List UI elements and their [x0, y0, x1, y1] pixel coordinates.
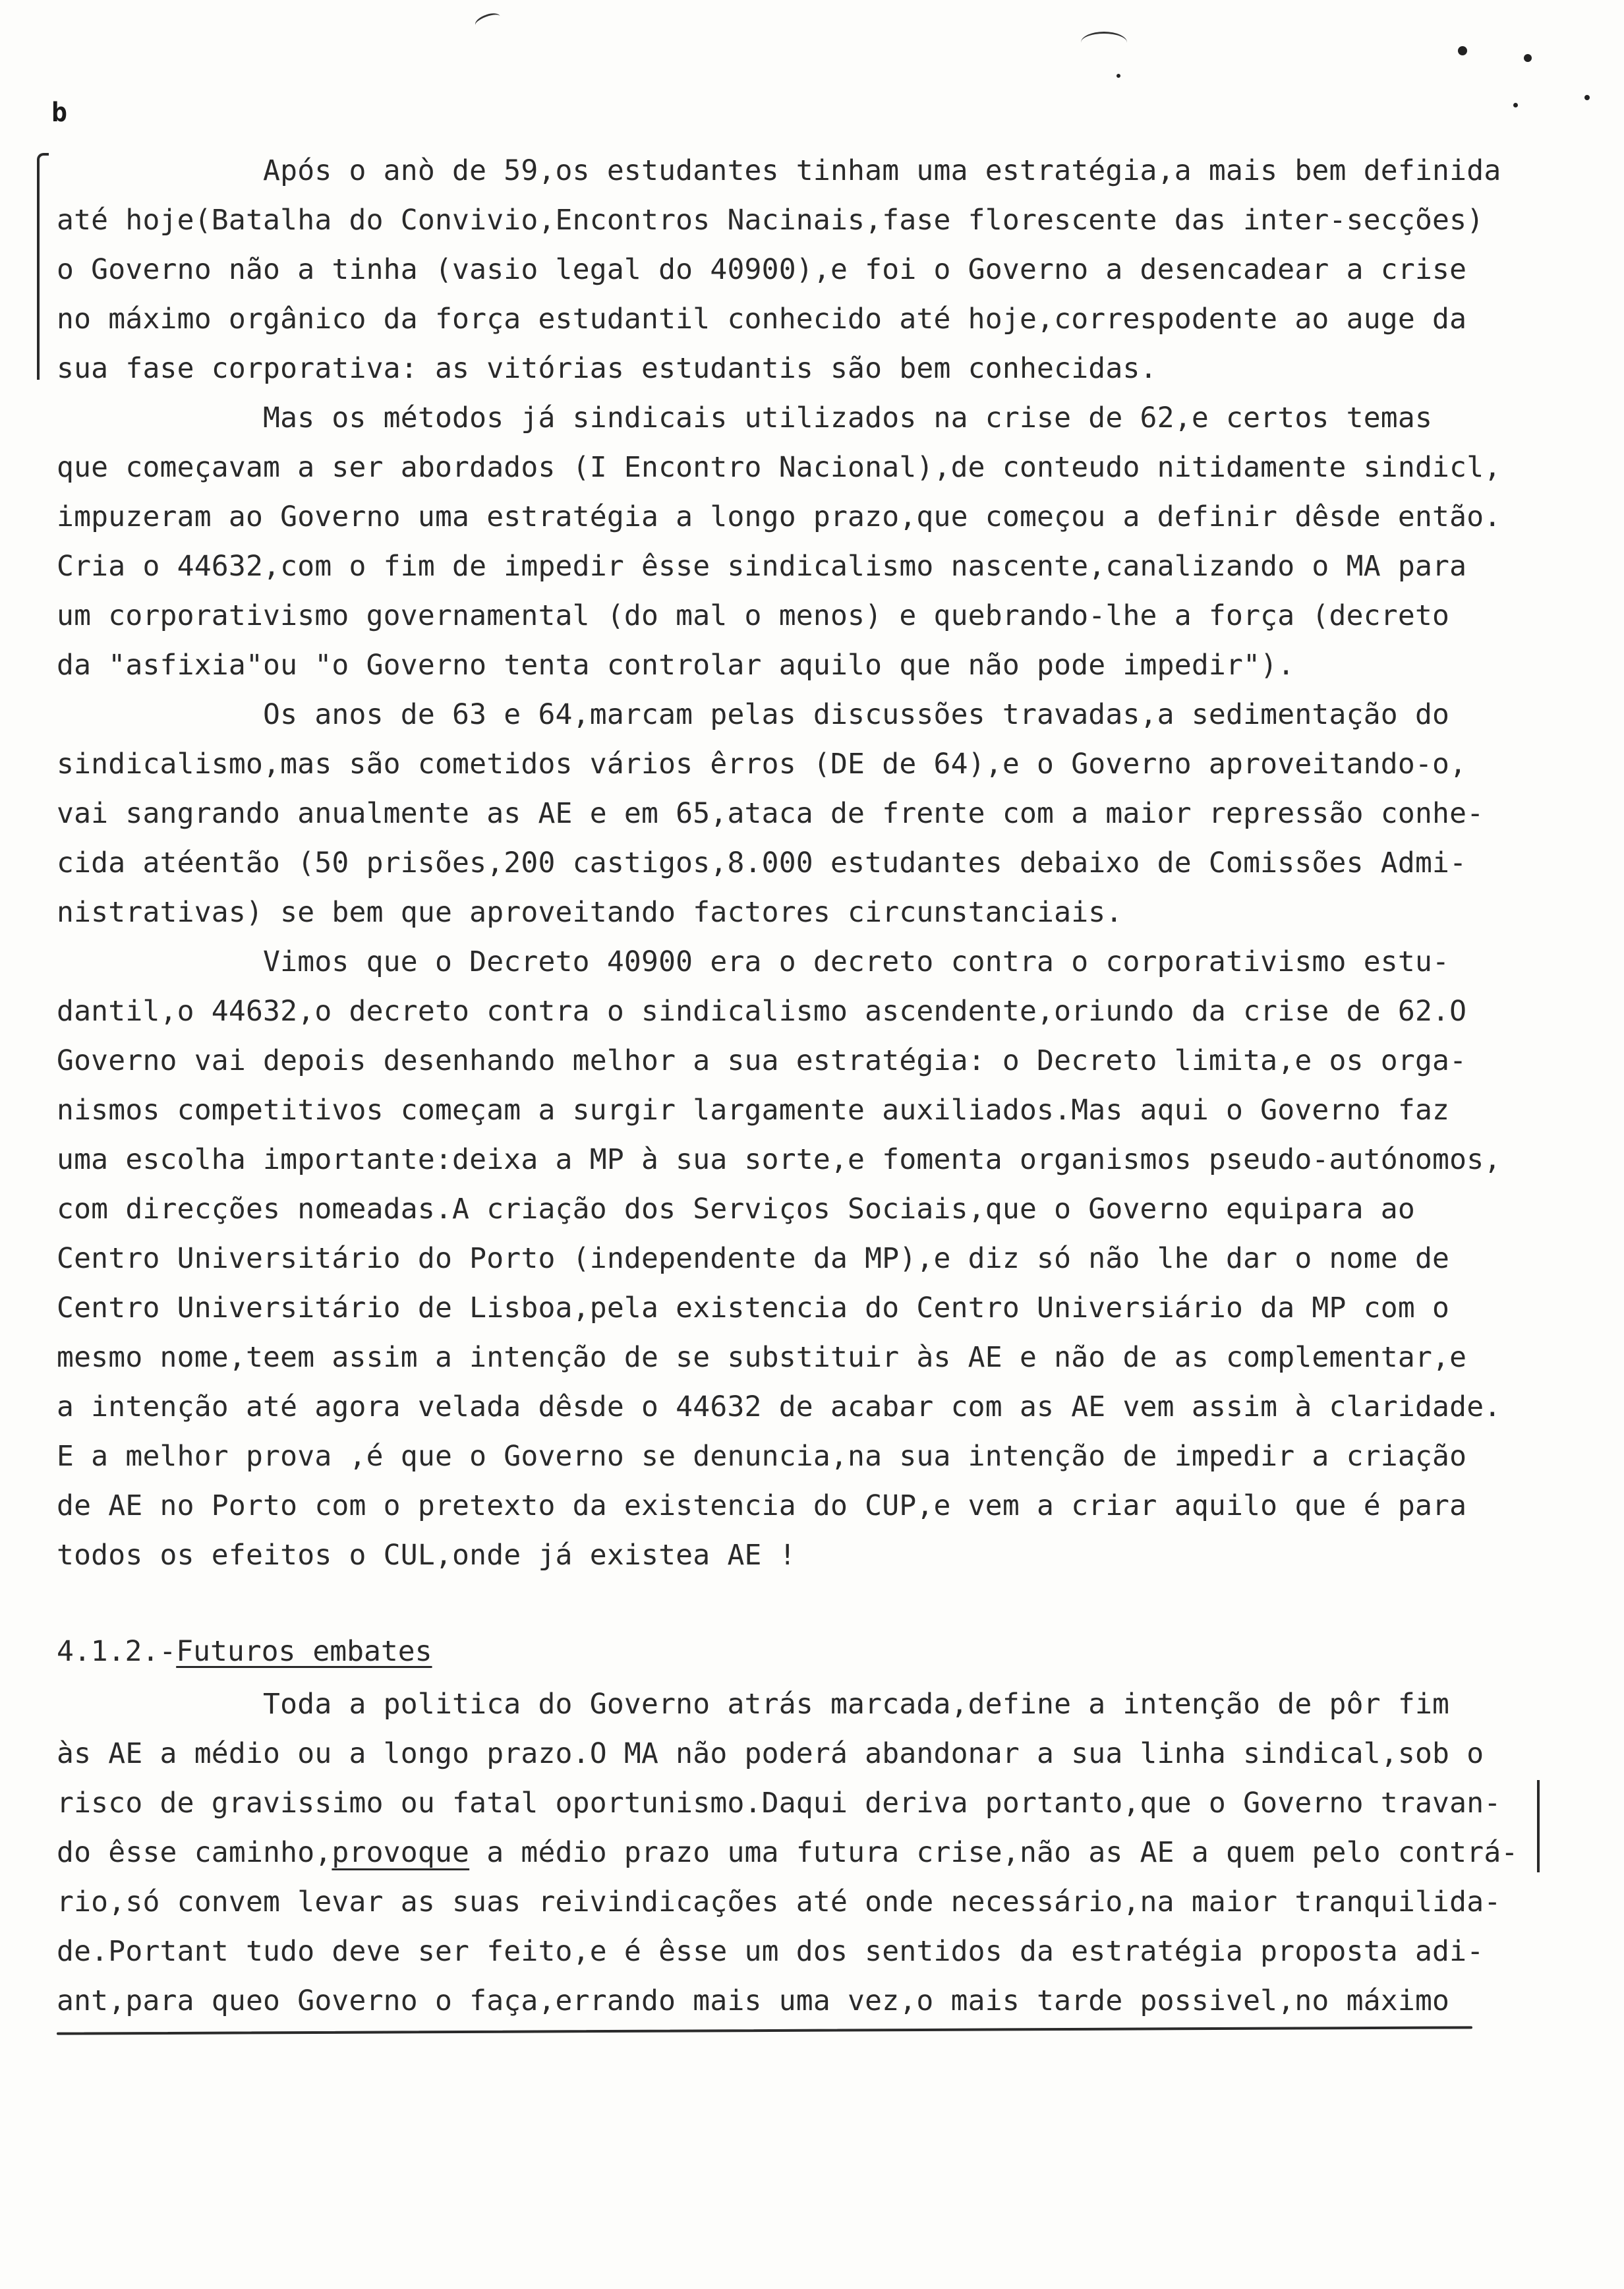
text-line: Mas os métodos já sindicais utilizados na crise de 62,e certos temas [57, 401, 1433, 434]
text-line: Os anos de 63 e 64,marcam pelas discussões travadas,a sedimentação do [57, 698, 1450, 731]
text-line-with-underline [57, 1828, 1533, 1878]
text-line: nismos competitivos começam a surgir largamente auxiliados.Mas aqui o Governo faz [57, 1094, 1450, 1127]
text-line: impuzeram ao Governo uma estratégia a longo prazo,que começou a definir dêsde então. [57, 500, 1501, 533]
scan-speck [1116, 74, 1120, 78]
text-fragment: do êsse caminho, [57, 1836, 332, 1869]
text-line: a intenção até agora velada dêsde o 44632 de acabar com as AE vem assim à claridade. [57, 1390, 1501, 1423]
text-line: mesmo nome,teem assim a intenção de se substituir às AE e não de as complementar,e [57, 1341, 1467, 1374]
section-title: Futuros embates [176, 1635, 432, 1668]
scan-speck [1458, 46, 1467, 55]
page-mark: b [51, 98, 68, 128]
text-line: Cria o 44632,com o fim de impedir êsse sindicalismo nascente,canalizando o MA para [57, 550, 1467, 583]
margin-bracket-left [37, 153, 49, 380]
underlined-word: provoque [332, 1836, 470, 1869]
scan-speck [1524, 54, 1532, 62]
text-line: de AE no Porto com o pretexto da existencia do CUP,e vem a criar aquilo que é para [57, 1489, 1467, 1522]
text-line: dantil,o 44632,o decreto contra o sindicalismo ascendente,oriundo da crise de 62.O [57, 995, 1467, 1028]
text-line: E a melhor prova ,é que o Governo se denuncia,na sua intenção de impedir a criação [57, 1440, 1467, 1473]
text-line: vai sangrando anualmente as AE e em 65,ataca de frente com a maior repressão conhe- [57, 797, 1484, 830]
text-line: Centro Universitário do Porto (independente da MP),e diz só não lhe dar o nome de [57, 1242, 1450, 1275]
paragraph-1 [57, 146, 1533, 1580]
text-line: cida atéentão (50 prisões,200 castigos,8.000 estudantes debaixo de Comissões Admi- [57, 847, 1467, 879]
text-line: risco de gravissimo ou fatal oportunismo.Daqui deriva portanto,que o Governo travan- [57, 1787, 1501, 1820]
text-line: Governo vai depois desenhando melhor a sua estratégia: o Decreto limita,e os orga- [57, 1044, 1467, 1077]
text-line: Toda a politica do Governo atrás marcada,define a intenção de pôr fim [57, 1688, 1450, 1721]
text-fragment: a médio prazo uma futura crise,não as AE a quem pelo contrá- [469, 1836, 1519, 1869]
text-line: da "asfixia"ou "o Governo tenta controlar aquilo que não pode impedir"). [57, 649, 1295, 682]
underline-stroke [57, 2026, 1472, 2035]
text-line: ant,para queo Governo o faça,errando mais uma vez,o mais tarde possivel,no máximo [57, 1984, 1450, 2017]
text-line: Centro Universitário de Lisboa,pela existencia do Centro Universiário da MP com o [57, 1292, 1450, 1324]
scan-speck [1513, 103, 1518, 107]
text-line: Vimos que o Decreto 40900 era o decreto contra o corporativismo estu- [57, 945, 1450, 978]
section-number: 4.1.2.- [57, 1635, 177, 1668]
margin-bracket-right [1537, 1780, 1540, 1872]
text-line: no máximo orgânico da força estudantil conhecido até hoje,correspodente ao auge da [57, 303, 1467, 336]
text-line: o Governo não a tinha (vasio legal do 40900),e foi o Governo a desencadear a crise [57, 253, 1467, 286]
text-line: às AE a médio ou a longo prazo.O MA não poderá abandonar a sua linha sindical,sob o [57, 1737, 1484, 1770]
text-line: nistrativas) se bem que aproveitando factores circunstanciais. [57, 896, 1123, 929]
text-line: sindicalismo,mas são cometidos vários êrros (DE de 64),e o Governo aproveitando-o, [57, 748, 1467, 781]
paragraph-2 [57, 1680, 1533, 2026]
scan-mark-top [473, 11, 502, 32]
scan-mark-arc [1081, 32, 1127, 53]
text-line: com direcções nomeadas.A criação dos Serviços Sociais,que o Governo equipara ao [57, 1193, 1415, 1226]
scan-speck [1584, 95, 1590, 100]
section-heading [57, 1627, 1533, 1677]
text-line: uma escolha importante:deixa a MP à sua sorte,e fomenta organismos pseudo-autónomos, [57, 1143, 1501, 1176]
text-line: sua fase corporativa: as vitórias estudantis são bem conhecidas. [57, 352, 1157, 385]
text-line: todos os efeitos o CUL,onde já existea AE ! [57, 1539, 796, 1572]
text-line: até hoje(Batalha do Convivio,Encontros Nacinais,fase florescente das inter-secções) [57, 204, 1484, 237]
text-line: rio,só convem levar as suas reivindicações até onde necessário,na maior tranquilida- [57, 1886, 1501, 1918]
text-line: Após o anò de 59,os estudantes tinham uma estratégia,a mais bem definida [57, 154, 1501, 187]
text-line: que começavam a ser abordados (I Encontro Nacional),de conteudo nitidamente sindicl, [57, 451, 1501, 484]
text-line: de.Portant tudo deve ser feito,e é êsse um dos sentidos da estratégia proposta adi- [57, 1935, 1484, 1968]
text-line: um corporativismo governamental (do mal o menos) e quebrando-lhe a força (decreto [57, 599, 1450, 632]
